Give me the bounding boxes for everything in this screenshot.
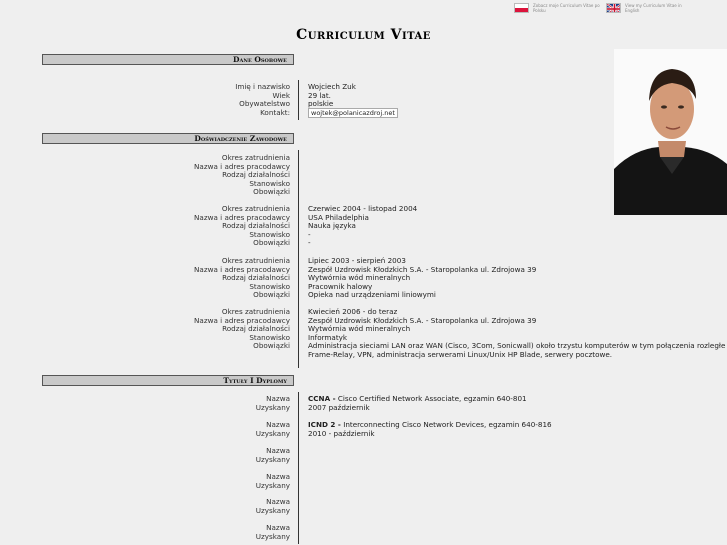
diploma-obtained <box>0 481 727 490</box>
email-link[interactable]: wojtek@polanicazdroj.net <box>308 108 398 118</box>
job-duties-label: Obowiązki <box>253 290 290 300</box>
page-title: Curriculum Vitae <box>296 27 431 43</box>
job-business-label: Rodzaj działalności <box>222 221 290 231</box>
job-period-label: Okres zatrudnienia <box>221 153 290 162</box>
job-employer-label: Nazwa i adres pracodawcy <box>194 315 290 325</box>
diploma-name-text: Interconnecting Cisco Network Devices, egzamin 640-816 <box>340 420 552 429</box>
job-position-label: Stanowisko <box>249 229 290 239</box>
divider-rule <box>298 392 299 544</box>
name-label: Imię i nazwisko <box>235 82 290 91</box>
job-business-value: Wytwórnia wód mineralnych <box>308 273 411 283</box>
diploma-obtained-label: Uzyskany <box>255 505 290 515</box>
diploma-obtained <box>0 455 727 464</box>
polish-flag-icon[interactable] <box>514 3 529 13</box>
diploma-name-code: CCNA - <box>308 394 336 403</box>
job-employer-value: Zespół Uzdrowisk Kłodzkich S.A. - Staropolanka ul. Zdrojowa 39 <box>308 264 537 274</box>
job-position-value: Informatyk <box>308 332 348 342</box>
job-period-value: Czerwiec 2004 - listopad 2004 <box>308 204 418 213</box>
job-business-label: Rodzaj działalności <box>222 324 290 334</box>
name-value: Wojciech Zuk <box>308 82 356 91</box>
job-position-value: Pracownik halowy <box>308 281 373 291</box>
diploma-obtained <box>0 403 727 412</box>
job-employer-label: Nazwa i adres pracodawcy <box>194 264 290 274</box>
diploma-obtained-label: Uzyskany <box>255 454 290 464</box>
citizenship-label: Obywatelstwo <box>239 99 290 108</box>
job-employer-value: USA Philadelphia <box>308 212 369 222</box>
diploma-name-label: Nazwa <box>266 394 290 403</box>
job-duties-continued <box>0 350 727 359</box>
job-duties <box>0 238 727 247</box>
lang-link-polish-text[interactable]: Zobacz moje Curriculum Vitae po Polsku <box>533 3 600 13</box>
job-period-label: Okres zatrudnienia <box>221 307 290 316</box>
job-position-label: Stanowisko <box>249 332 290 342</box>
job-duties-label: Obowiązki <box>253 238 290 248</box>
lang-link-polish[interactable] <box>514 3 605 13</box>
job-duties-label: Obowiązki <box>253 187 290 197</box>
job-duties-label: Obowiązki <box>253 341 290 351</box>
section-header-experience: Doświadczenie Zawodowe <box>42 133 294 144</box>
diploma-obtained-label: Uzyskany <box>255 531 290 541</box>
job-duties <box>0 187 727 196</box>
job-duties-continued-value: Frame-Relay, VPN, administracja serwerami Linux/Unix HP Blade, serwery pocztowe. <box>308 350 613 359</box>
job-period-label: Okres zatrudnienia <box>221 204 290 213</box>
job-business-value: Nauka języka <box>308 221 356 231</box>
citizenship-value: polskie <box>308 99 334 108</box>
info-row <box>0 82 727 91</box>
uk-flag-icon[interactable] <box>606 3 621 13</box>
diploma-obtained <box>0 532 727 541</box>
job-duties-value: Administracja sieciami LAN oraz WAN (Cisco, 3Com, Sonicwall) około trzystu komputerów w tym połączenia rozległe <box>308 341 726 351</box>
diploma-name-text: Cisco Certified Network Associate, egzamin 640-801 <box>335 394 527 403</box>
diploma-obtained-value: 2007 październik <box>308 402 370 412</box>
job-period-value: Lipiec 2003 - sierpień 2003 <box>308 256 406 265</box>
job-period-label: Okres zatrudnienia <box>221 256 290 265</box>
job-period-value: Kwiecień 2006 - do teraz <box>308 307 398 316</box>
contact-label: Kontakt: <box>260 108 290 117</box>
job-employer-label: Nazwa i adres pracodawcy <box>194 212 290 222</box>
diploma-name-label: Nazwa <box>266 472 290 481</box>
diploma-name-label: Nazwa <box>266 446 290 455</box>
job-duties-value: - <box>308 238 311 248</box>
lang-link-english[interactable] <box>606 3 697 13</box>
age-label: Wiek <box>272 91 290 100</box>
diploma-name-label: Nazwa <box>266 420 290 429</box>
diploma-obtained-label: Uzyskany <box>255 480 290 490</box>
job-employer-value: Zespół Uzdrowisk Kłodzkich S.A. - Staropolanka ul. Zdrojowa 39 <box>308 315 537 325</box>
diploma-name-label: Nazwa <box>266 497 290 506</box>
job-business-label: Rodzaj działalności <box>222 170 290 180</box>
info-row <box>0 99 727 108</box>
info-row <box>0 108 727 117</box>
job-business-label: Rodzaj działalności <box>222 273 290 283</box>
diploma-obtained-label: Uzyskany <box>255 428 290 438</box>
job-business-value: Wytwórnia wód mineralnych <box>308 324 411 334</box>
diploma-obtained-label: Uzyskany <box>255 402 290 412</box>
lang-link-english-text[interactable]: View my Curriculum Vitae in English <box>625 3 682 13</box>
diploma-obtained <box>0 506 727 515</box>
diploma-obtained-value: 2010 - październik <box>308 428 375 438</box>
age-value: 29 lat. <box>308 91 331 100</box>
diploma-name-label: Nazwa <box>266 523 290 532</box>
job-employer-label: Nazwa i adres pracodawcy <box>194 161 290 171</box>
job-duties <box>0 290 727 299</box>
job-duties-value: Opieka nad urządzeniami liniowymi <box>308 290 436 300</box>
job-position-label: Stanowisko <box>249 281 290 291</box>
job-position-value: - <box>308 229 311 239</box>
section-header-personal: Dane Osobowe <box>42 54 294 65</box>
job-position-label: Stanowisko <box>249 178 290 188</box>
diploma-obtained <box>0 429 727 438</box>
diploma-name-code: ICND 2 - <box>308 420 341 429</box>
section-header-titles: Tytuły I Dyplomy <box>42 375 294 386</box>
